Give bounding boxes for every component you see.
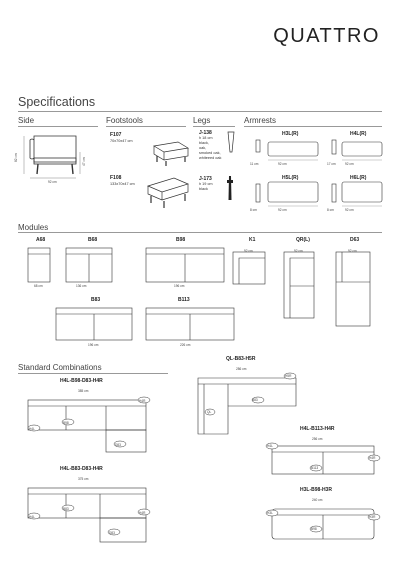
module-b83-code: B83 [91, 297, 101, 303]
armrest-h4-code: H4L(R) [350, 131, 367, 137]
combo-1-tag-h4r: H4R [139, 399, 146, 403]
combo-1-width: 385 cm [78, 389, 89, 393]
module-b98-width: 196 cm [174, 284, 185, 288]
footstools-divider [106, 126, 186, 127]
footstool-f107-drawing [150, 140, 192, 166]
module-b98-code: B98 [176, 237, 186, 243]
module-b68-width: 136 cm [76, 284, 87, 288]
module-a68-code: A68 [36, 237, 46, 243]
combo-2-title: H4L-B83-D83-H4R [60, 466, 103, 472]
armrest-h3-width: 92 cm [278, 162, 287, 166]
leg-j138-line-2: black, [199, 141, 209, 145]
side-height-dim: 82 cm [14, 153, 18, 162]
footstool-f107-size: 70x70x47 cm [110, 139, 133, 143]
combo-5-tag-h3l: H3L [267, 511, 273, 515]
combo-5-tag-h3r: H3R [369, 515, 376, 519]
combo-4-tag-b113: B113 [311, 466, 319, 470]
side-seat-height-dim: 47 cm [82, 157, 86, 166]
combo-3-tag-h5r: H5R [285, 374, 292, 378]
module-k1-width: 92 cm [244, 249, 253, 253]
side-divider [18, 126, 98, 127]
combo-3-tag-ql: QL [207, 410, 212, 414]
leg-j138-code: J-138 [199, 130, 212, 136]
leg-j173-line-1: h 19 cm [199, 182, 213, 186]
combo-2-width: 375 cm [78, 477, 89, 481]
module-d63-width: 92 cm [348, 249, 357, 253]
module-a68-width: 68 cm [34, 284, 43, 288]
module-k1-code: K1 [249, 237, 256, 243]
armrests-heading: Armrests [244, 116, 276, 125]
armrest-h3-code: H3L(R) [282, 131, 299, 137]
combo-5-width: 240 cm [312, 498, 323, 502]
side-heading: Side [18, 116, 35, 125]
armrest-h4-depth: 17 cm [327, 162, 336, 166]
leg-j138-drawing [226, 130, 236, 154]
combo-2-tag-h4l: H4L [29, 515, 35, 519]
leg-j138-line-4: smoked oak, [199, 151, 221, 155]
module-b113-width: 226 cm [180, 343, 191, 347]
module-qr-code: QR(L) [296, 237, 310, 243]
combo-3-width: 286 cm [236, 367, 247, 371]
armrests-divider [244, 126, 382, 127]
leg-j173-line-2: black [199, 187, 208, 191]
armrest-h3-depth: 11 cm [250, 162, 259, 166]
modules-drawing [20, 244, 384, 354]
modules-divider [18, 232, 382, 233]
standard-heading: Standard Combinations [18, 363, 102, 372]
armrest-h5-code: H5L(R) [282, 175, 299, 181]
module-b68-code: B68 [88, 237, 98, 243]
leg-j138-line-5: whiteeed oak [199, 156, 222, 160]
module-qr-width: 92 cm [294, 249, 303, 253]
combo-3-tag-b83: B83 [252, 398, 258, 402]
combo-1-drawing [22, 394, 152, 454]
footstool-f108-drawing [144, 176, 192, 208]
combo-2-drawing [22, 482, 152, 546]
combo-2-tag-d83: D83 [109, 531, 115, 535]
module-d63-code: D63 [350, 237, 360, 243]
module-b83-width: 196 cm [88, 343, 99, 347]
combo-4-tag-h4l: H4L [267, 444, 273, 448]
combo-2-tag-h4r: H4R [139, 511, 146, 515]
armrest-h5-width: 92 cm [278, 208, 287, 212]
modules-heading: Modules [18, 223, 49, 232]
combo-4-width: 256 cm [312, 437, 323, 441]
armrest-h6-code: H6L(R) [350, 175, 367, 181]
combo-1-title: H4L-B98-D83-H4R [60, 378, 103, 384]
brand-title: QUATTRO [273, 25, 380, 47]
specifications-heading: Specifications [18, 95, 96, 109]
combo-3-drawing [192, 372, 302, 436]
specifications-divider [18, 111, 382, 112]
combo-4-title: H4L-B113-H4R [300, 426, 335, 432]
standard-divider [18, 373, 168, 374]
combo-3-title: QL-B83-H5R [226, 356, 256, 362]
armrest-h5-depth: 8 cm [250, 208, 257, 212]
combo-4-drawing [264, 442, 382, 478]
combo-5-title: H3L-B98-H3R [300, 487, 332, 493]
module-b113-code: B113 [178, 297, 190, 303]
combo-1-tag-d83: D83 [115, 443, 121, 447]
leg-j173-code: J-173 [199, 176, 212, 182]
footstool-f107-code: F107 [110, 132, 122, 138]
armrest-h4-width: 92 cm [345, 162, 354, 166]
combo-5-tag-b98: B98 [311, 527, 317, 531]
legs-divider [193, 126, 235, 127]
footstool-f108-size: 133x70x47 cm [110, 182, 135, 186]
side-depth-dim: 92 cm [48, 180, 57, 184]
combo-2-tag-b83: B83 [63, 507, 69, 511]
footstools-heading: Footstools [106, 116, 143, 125]
leg-j173-drawing [225, 174, 235, 202]
combo-5-drawing [264, 503, 382, 543]
combo-1-tag-h4l: H4L [29, 427, 35, 431]
combo-4-tag-h4r: H4R [369, 456, 376, 460]
armrest-h6-width: 92 cm [345, 208, 354, 212]
armrest-h6-depth: 8 cm [327, 208, 334, 212]
combo-1-tag-b98: B98 [63, 421, 69, 425]
leg-j138-line-1: h 18 cm [199, 136, 213, 140]
armrests-drawing [246, 130, 386, 212]
leg-j138-line-3: oak, [199, 146, 207, 150]
legs-heading: Legs [193, 116, 211, 125]
footstool-f108-code: F108 [110, 175, 122, 181]
